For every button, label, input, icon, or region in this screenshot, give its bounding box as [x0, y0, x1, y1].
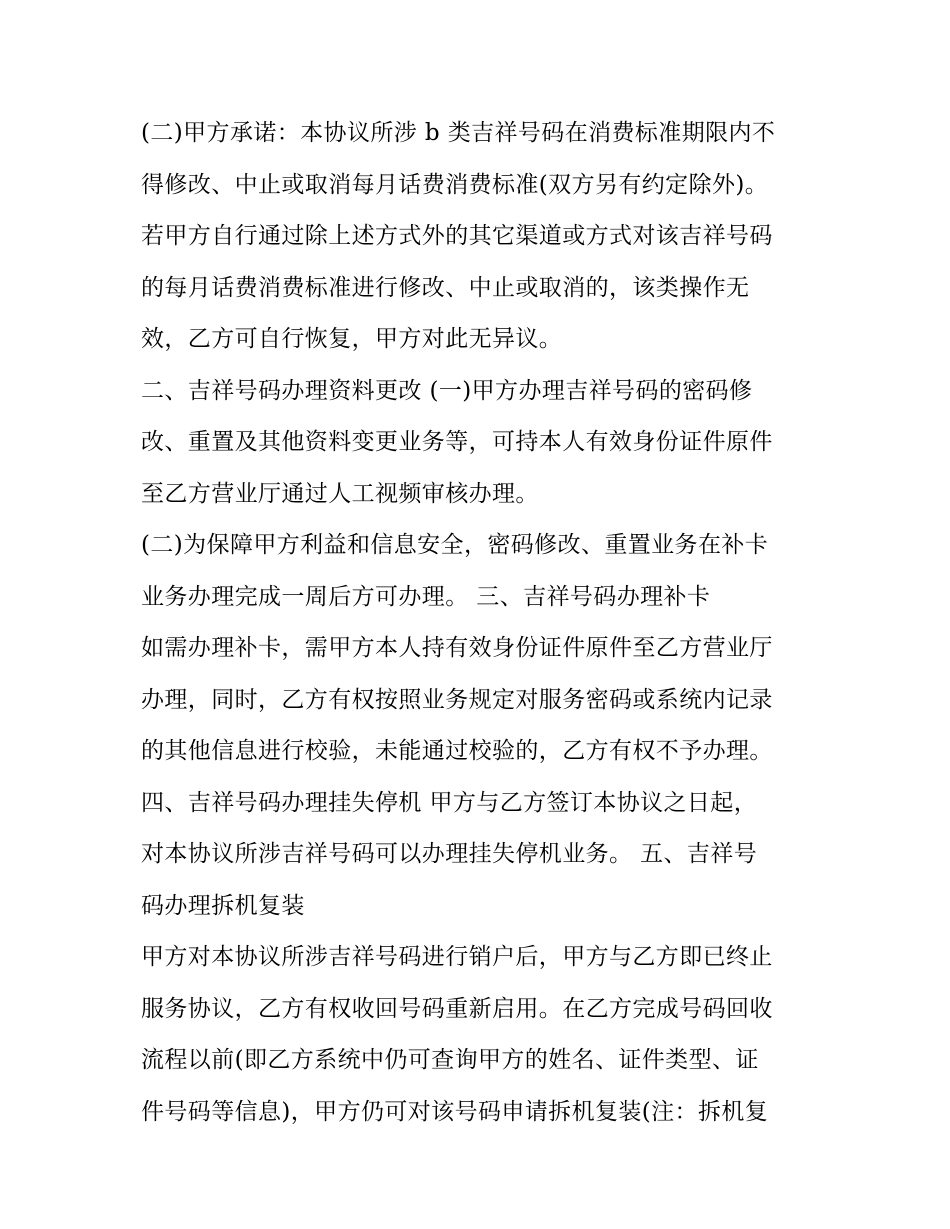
document-body — [141, 108, 841, 1138]
text-line: 效，乙方可自行恢复，甲方对此无异议。 — [141, 326, 563, 352]
text-line: 的其他信息进行校验，未能通过校验的，乙方有权不予办理。 — [141, 738, 773, 764]
text-line: 对本协议所涉吉祥号码可以办理挂失停机业务。 五、吉祥号 — [141, 841, 758, 867]
text-line: 得修改、中止或取消每月话费消费标准(双方另有约定除外)。 — [141, 171, 769, 198]
text-line: 办理，同时，乙方有权按照业务规定对服务密码或系统内记录 — [141, 686, 773, 713]
text-line: (二)为保障甲方利益和信息安全，密码修改、重置业务在补卡 — [141, 532, 769, 558]
text-line: 四、吉祥号码办理挂失停机 甲方与乙方签订本协议之日起， — [141, 789, 758, 816]
text-line: 件号码等信息)，甲方仍可对该号码申请拆机复装(注：拆机复 — [141, 1098, 769, 1125]
text-line: 如需办理补卡，需甲方本人持有效身份证件原件至乙方营业厅 — [141, 635, 773, 661]
text-line: 业务办理完成一周后方可办理。 三、吉祥号码办理补卡 — [141, 583, 711, 610]
text-line: 码办理拆机复装 — [141, 892, 305, 919]
text-line: 若甲方自行通过除上述方式外的其它渠道或方式对该吉祥号码 — [141, 223, 773, 249]
text-line: (二)甲方承诺：本协议所涉 b 类吉祥号码在消费标准期限内不 — [141, 120, 776, 146]
text-line: 流程以前(即乙方系统中仍可查询甲方的姓名、证件类型、证 — [141, 1047, 759, 1073]
text-line: 改、重置及其他资料变更业务等，可持本人有效身份证件原件 — [141, 429, 773, 455]
text-line: 的每月话费消费标准进行修改、中止或取消的，该类操作无 — [141, 274, 750, 301]
text-line: 服务协议，乙方有权收回号码重新启用。在乙方完成号码回收 — [141, 995, 773, 1022]
text-line: 二、吉祥号码办理资料更改 (一)甲方办理吉祥号码的密码修 — [141, 377, 753, 404]
text-line: 至乙方营业厅通过人工视频审核办理。 — [141, 480, 539, 507]
text-line: 甲方对本协议所涉吉祥号码进行销户后，甲方与乙方即已终止 — [141, 944, 773, 970]
